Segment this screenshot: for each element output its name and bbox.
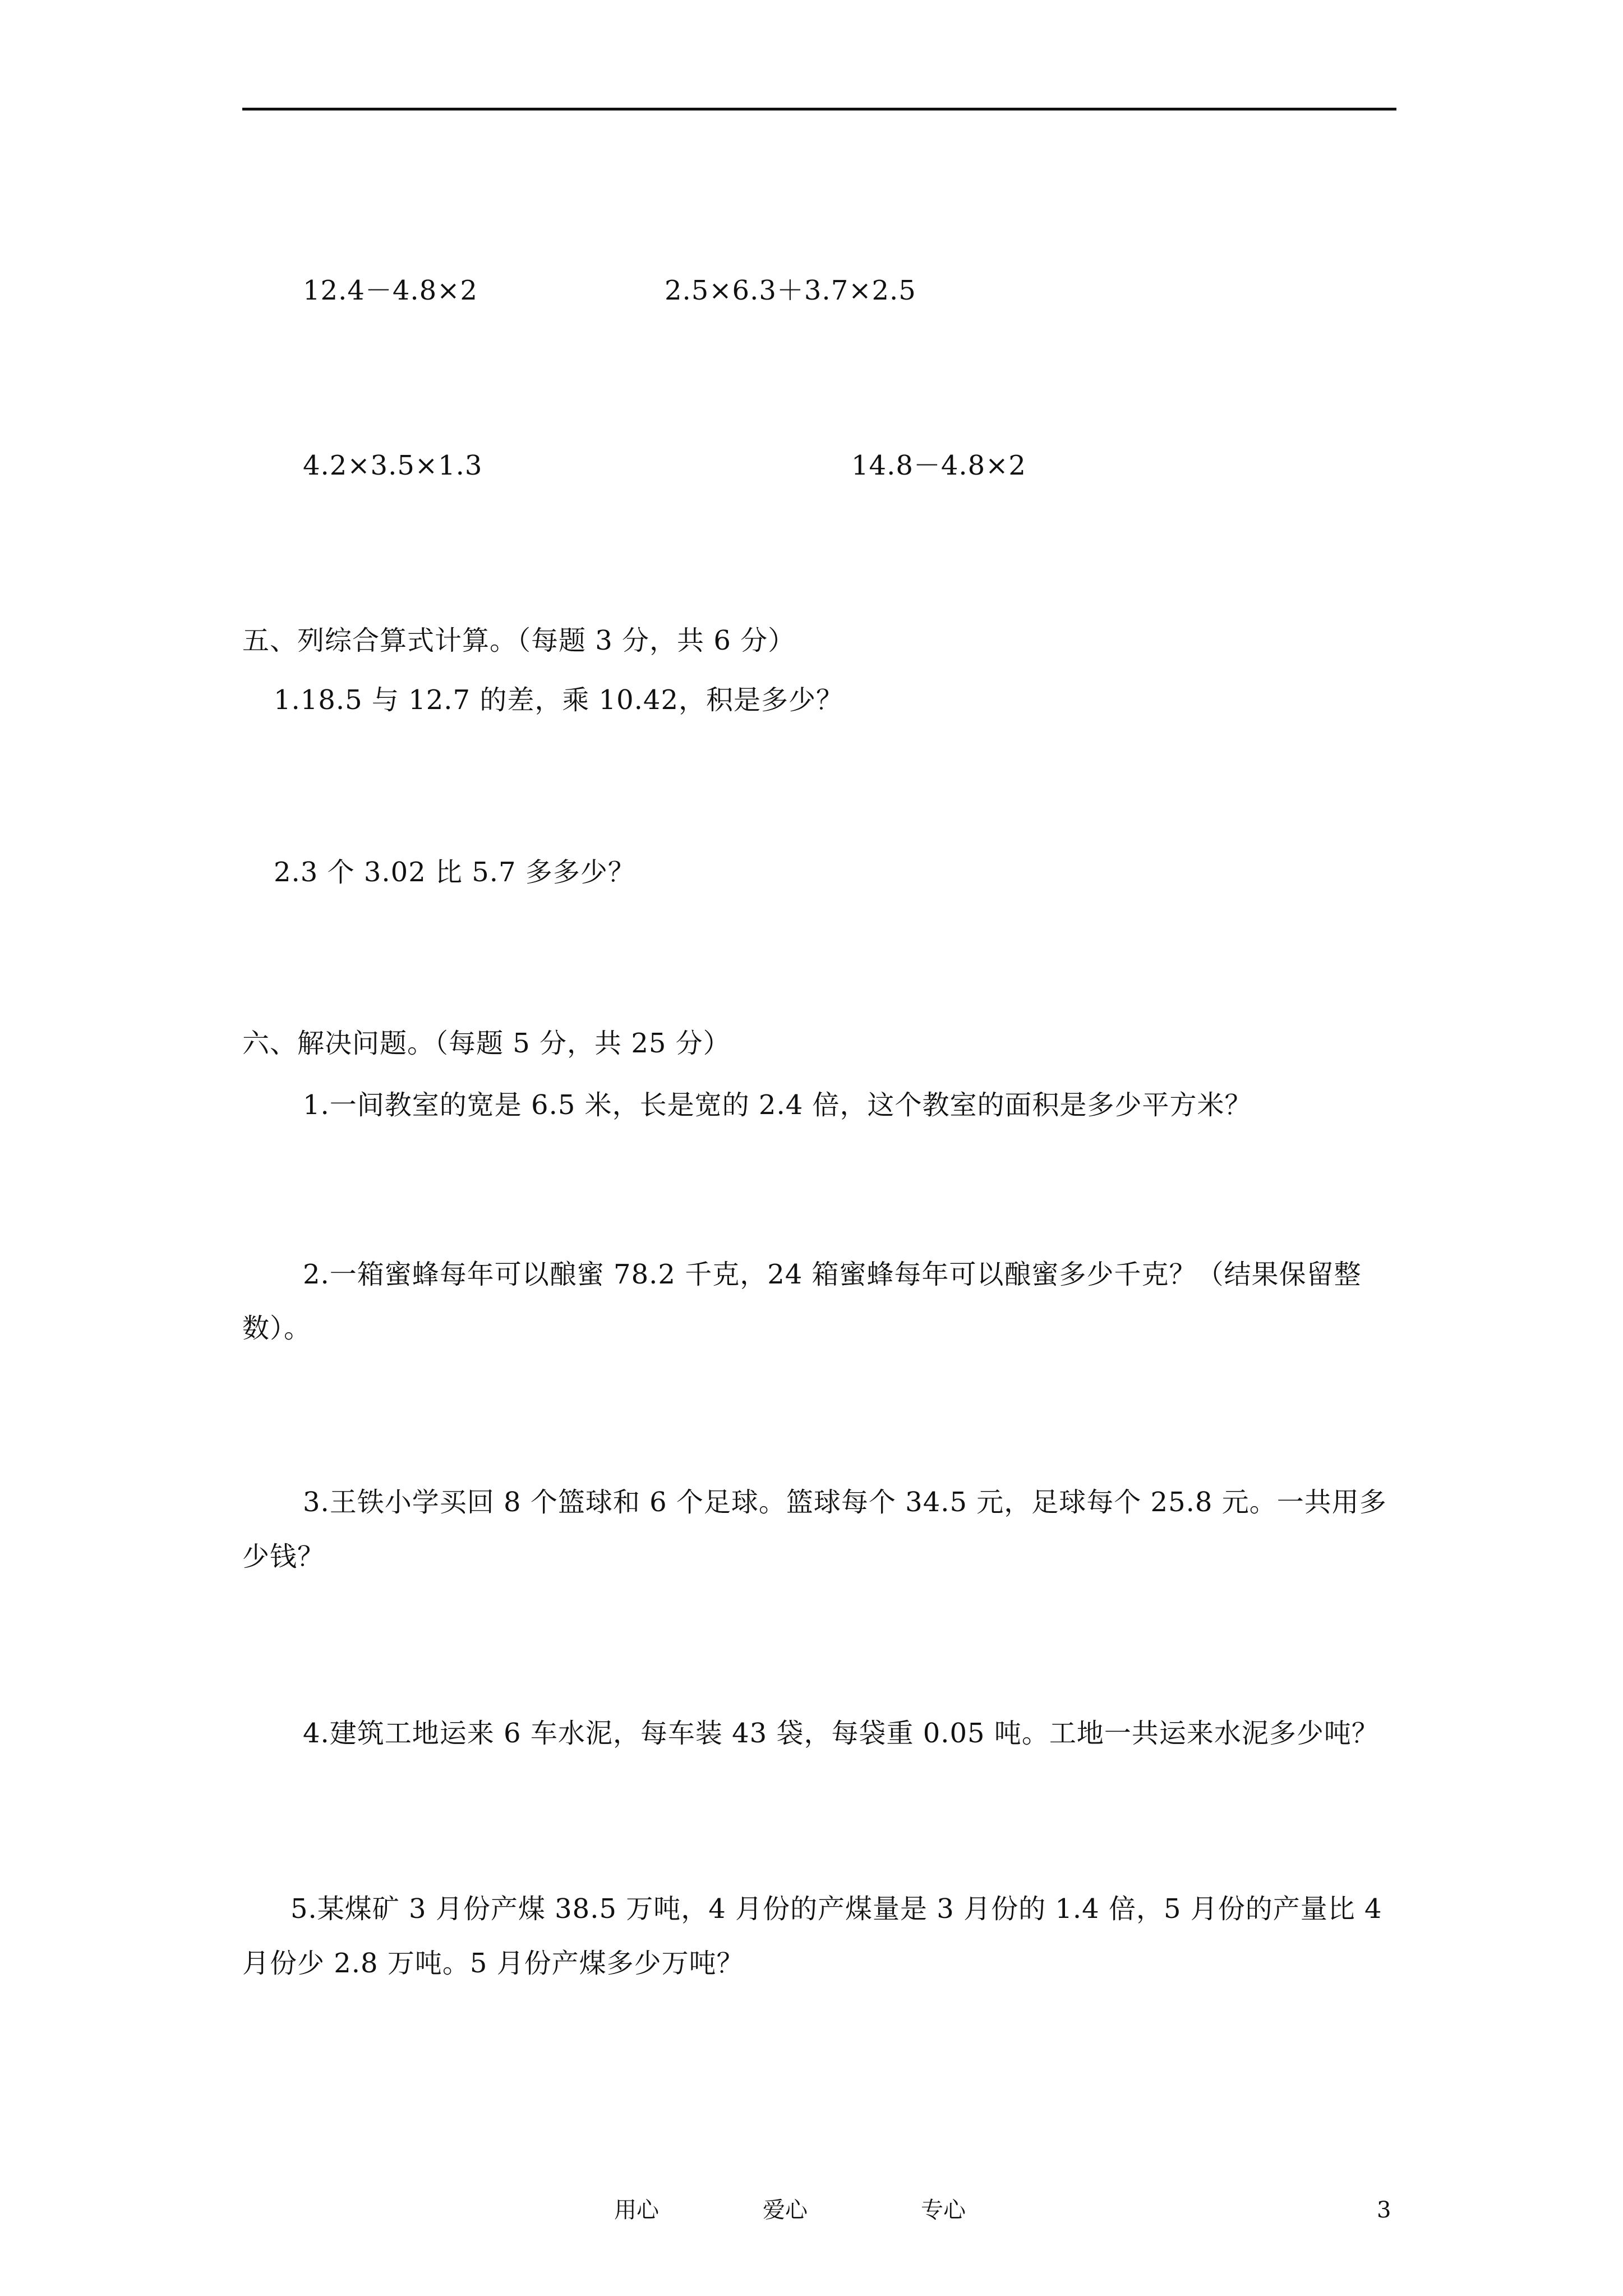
expression-2: 2.5×6.3＋3.7×2.5 xyxy=(665,275,916,306)
problem-2-line-2: 数）。 xyxy=(242,1313,312,1344)
expression-1: 12.4－4.8×2 xyxy=(303,275,478,306)
problem-1: 1.一间教室的宽是 6.5 米，长是宽的 2.4 倍，这个教室的面积是多少平方米？ xyxy=(303,1089,1252,1121)
section-5-title: 五、列综合算式计算。（每题 3 分，共 6 分） xyxy=(242,625,796,656)
problem-5-line-2: 月份少 2.8 万吨。5 月份产煤多少万吨？ xyxy=(242,1948,744,1979)
section-5-item-2: 2.3 个 3.02 比 5.7 多多少？ xyxy=(274,857,635,888)
expression-3: 4.2×3.5×1.3 xyxy=(303,450,483,481)
problem-2-line-1: 2.一箱蜜蜂每年可以酿蜜 78.2 千克，24 箱蜜蜂每年可以酿蜜多少千克？（结果保留整 xyxy=(303,1259,1362,1290)
expression-4: 14.8－4.8×2 xyxy=(851,450,1026,481)
section-6-title: 六、解决问题。（每题 5 分，共 25 分） xyxy=(242,1028,731,1059)
footer-slogan-2: 爱心 xyxy=(763,2197,808,2223)
problem-3-line-2: 少钱？ xyxy=(242,1541,325,1572)
footer-slogan-1: 用心 xyxy=(614,2197,659,2223)
problem-3-line-1: 3.王铁小学买回 8 个篮球和 6 个足球。篮球每个 34.5 元，足球每个 25.8 元。一共用多 xyxy=(303,1487,1387,1518)
page-number: 3 xyxy=(1377,2197,1391,2223)
footer-slogan-3: 专心 xyxy=(921,2197,966,2223)
section-5-item-1: 1.18.5 与 12.7 的差，乘 10.42，积是多少？ xyxy=(274,684,843,716)
problem-4: 4.建筑工地运来 6 车水泥，每车装 43 袋，每袋重 0.05 吨。工地一共运来水泥多少吨？ xyxy=(303,1718,1379,1749)
problem-5-line-1: 5.某煤矿 3 月份产煤 38.5 万吨，4 月份的产煤量是 3 月份的 1.4 倍，5 月份的产量比 4 xyxy=(291,1893,1382,1925)
header-rule xyxy=(242,108,1396,111)
